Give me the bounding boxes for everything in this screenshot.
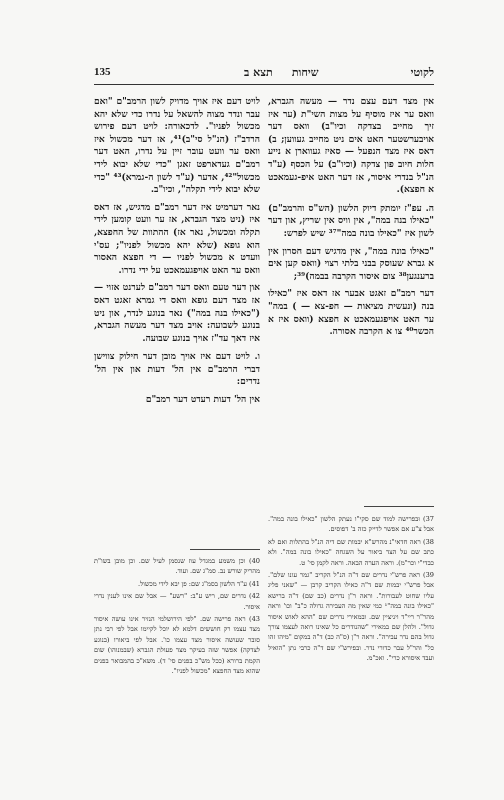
header-center: תצא ב [244,66,273,79]
footnote-rule [190,549,260,550]
paragraph: נאר דערמיט איז דער רמב"ם מדגיש, אז דאס איז (ניט מצד הגברא, אז ער וועט קומען לידי תקלה ומכשול, נאר אז) ההתוות של החפצא, הוא גופא (שלא יהא מכשול לפניו"; עס'י וועדט א מכשול לפניו — די חפצא האסור וואס ער האט אויפגעמאכט על ידי נדרו. [94,201,260,276]
footnote: 37) וּבפרישה למוד שם סקי"ו נעתק הלשון "כאילו בונה במה". אבל צ"ע אם אפשר לדייק כזה ב' דפוסים. [268,515,434,534]
header-book-title: לקוטי [410,66,434,79]
running-header [94,66,434,82]
footnote: 42) נדרים שם, ריש ע"ב: "רשע" — אבל שם אינו לענין נדרי איסור. [94,592,260,611]
paragraph: ו. לויט דעם איז אויך מובן דער חילוק צווישן דברי הרמב"ם אין הל' דעות און אין הל' נדרים: [94,351,260,388]
header-parsha [244,66,319,79]
paragraph: "כאילו בונה במה", אין מדגיש דעם חסרון אין א גברא שעוסק בבני בלתי רצוי (וואס קען אים ברענגען³⁸ צום איסור הקרבה בבמה)³⁹; [268,245,434,282]
paragraph: דער רמב"ם זאגט אבער אז דאס איז "כאילו בנה (ונעשית מציאות — חפ-צא — ) במה" ער האט אויפגעמאכט א חפצא (וואס איז א הכשר⁴⁰ צו א הקרבה אסורה. [268,288,434,338]
footnotes-right [268,514,434,764]
header-rule [94,84,434,85]
footnote: 41) ע"ד הלשון בסמ"ג שם: פן יבא לידי מכשול. [137,579,260,588]
footnote: 43) ראה פרישה שם. "לפי הירושלמי הנזיר אינו עושה איסור מצד עצמו רק חוששים דלמא לא יוכל לקיימו אבל לפי רבי נתן סובר שעושה איסור מצד עצמו כו'. אבל לפי ביאורו (בנוגע לצדקה) אפשר שזה בעיקר מצד פעולת הגברא (שבמנוהו) שום הקמת ברורא (ככל מש"כ בפנים סי' ד). משא"כ בהמבואר בפנים שהוא מצד החפצא "מכשול לפניו". [94,615,260,676]
header-section-label: שיחות [291,66,319,79]
paragraph: און דער טעם וואס דער רמב"ם לערנט אזוי — אז מצד דעם גופא וואס די גמרא זאגט דאס ("כאילו בנה במה") נאר בנוגע לנדר, און ניט בנוגע לשבועה: אויב מצד דער מעשה הגברא, איז דאך עד"ז אויך בנוגע שבועה. [94,282,260,344]
paragraph: אין הל' דעות רעדט דער רמב"ם [145,394,260,406]
page-number: 135 [94,66,111,78]
paragraph: לויט דעם איז אויך מדויק לשון הרמב"ם "ואם עבר ונדר מצוה להשאל על נדרו כדי שלא יהא מכשול לפניו". לדכאורה: לויט דעם פירוש הרדב"ז (הנ"ל סי"ב)⁴¹, אז דער מכשול איז וואס ער וועט עובר זיין על נדרו, האט דער רמב"ם געדארפט זאגן "כדי שלא יבוא לידי מכשול"⁴², אדער (ע"ד לשון ה-גמרא)⁴³ "כדי שלא יבוא לידי תקלה", וכיו"ב. [94,96,260,196]
footnote-rule [364,506,434,507]
footnote: 39) ראה פרש"י נדרים שם ד"ה הנ"ל הקריב "גמר עונו שלם". אבל פרש"י יבמות שם ד"ה כאילו הקריב קרבן — "שאני פליג עליו שחוט לעבורות". וראה ר"ן נדרים (כב שם) ד"ה ברישא "כאילו בונה במה"¹ כמי שאין מה העבירה גדולה כ"ב" וכו' וראה מהר"ר ריי"ד ויניציין שם. ובמאירי נדרים שם "ההא לאוש איסור גדול". ולהלן שם במאירי "שהנודרים כל שאינו רואה לעצמו צורך גדול בהם נדר עבירה". וראה ר"ן (ס"ה כב) ד"ה במקום "מיהו זהו כל" והר"ל עבר כדורי נדר. ובפירש"י שם ד"ה כרבי נתן "הואיל ועבד איסורא כרי". ואכ"מ. [268,571,434,663]
paragraph: אין מצד דעם עצם נדר — מעשה הגברא, וואס ער איז מוסיף על מצות השי"ת (ער איז זיך מחייב בצדקה וכיו"ב) וואס דער אויבערשטער האט אים ניט מחייב געווען; ב) דאס איז מצד הנפעל — סאיז געווארן א נייע חלות חיוב פון צדקה (וכיו"ב) על הכסף (ע"ד הנ"ל בנדרי איסור, אז דער האט איפ-געמאכט א חפצא). [268,96,434,196]
footnote: 40) וכן משמע במגדל עוז שנסמן לעיל שם. וכן מובן בשו"ת מהריק שורש נב. סמ"ג שם. ועוד. [94,557,260,576]
left-column [94,96,260,542]
paragraph: ה. עפ"ז יומתק דיוק הלשון (הש"ס והרמב"ם) "כאילו בנה במה", אין וויס אין שריץ, און דער לשון איז "כאילו בונה במה"³⁷ שיש לפרש: [268,202,434,239]
footnotes-left [94,556,260,676]
right-column [268,96,434,496]
footnote: 38) ראה חדאי"נ מהרש"א יבמות שם דיה הנ"ל בהתלות ואם לא כתב שם על הצד ביאור על השגחה "כאילו בונה במה". ולא כבדי"י וכר"מ). וראה הערה הבאה. וראה לקמן סי' ט. [268,537,434,567]
